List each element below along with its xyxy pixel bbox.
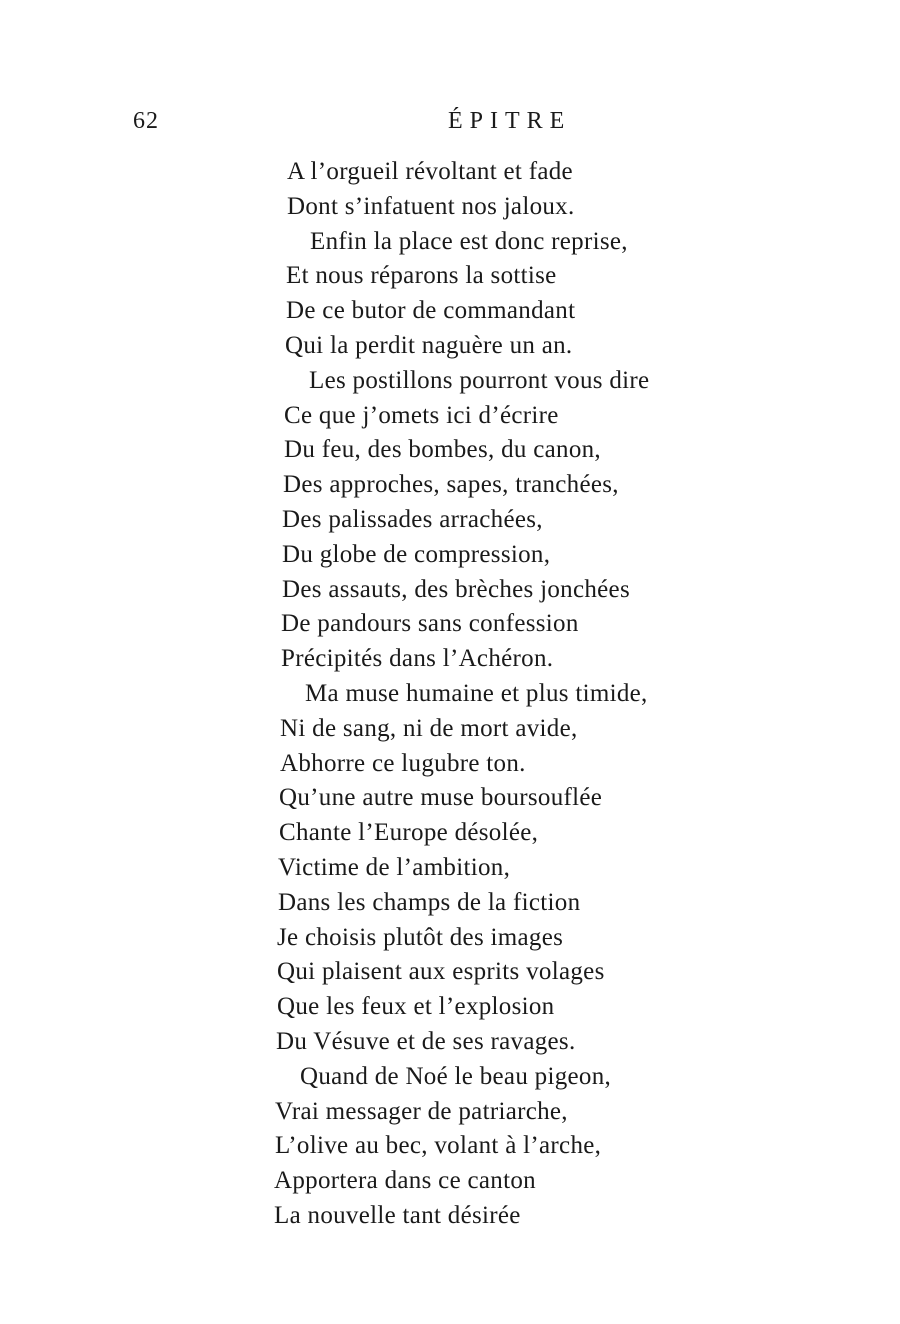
verse-line: Que les feux et l’explosion	[277, 993, 555, 1021]
page-number: 62	[133, 108, 159, 134]
verse-line: Du feu, des bombes, du canon,	[284, 436, 601, 464]
verse-line: Du Vésuve et de ses ravages.	[276, 1027, 576, 1055]
verse-line: Abhorre ce lugubre ton.	[280, 749, 526, 777]
poem-body	[0, 155, 900, 1234]
verse-line: A l’orgueil révoltant et fade	[287, 158, 573, 185]
verse-line: Victime de l’ambition,	[278, 853, 511, 881]
verse-line: Des palissades arrachées,	[282, 505, 543, 533]
verse-line: Du globe de compression,	[282, 540, 551, 568]
verse-line: De pandours sans confession	[281, 610, 579, 638]
verse-line: Qui la perdit naguère un an.	[285, 331, 573, 359]
verse-line: Précipités dans l’Achéron.	[281, 645, 554, 673]
running-head: ÉPITRE	[448, 108, 572, 134]
verse-line: Dans les champs de la fiction	[278, 888, 581, 916]
verse-line: Dont s’infatuent nos jaloux.	[287, 192, 575, 220]
verse-line: Apportera dans ce canton	[274, 1167, 536, 1195]
verse-line: Ni de sang, ni de mort avide,	[280, 714, 578, 742]
verse-line: Je choisis plutôt des images	[277, 923, 564, 951]
verse-line: Les postillons pourront vous dire	[309, 366, 650, 394]
verse-line: Ce que j’omets ici d’écrire	[284, 401, 559, 429]
verse-line: Chante l’Europe désolée,	[279, 819, 539, 847]
verse-line: De ce butor de commandant	[286, 297, 576, 325]
verse-line: Des assauts, des brèches jonchées	[282, 575, 630, 603]
verse-line: Vrai messager de patriarche,	[275, 1097, 568, 1125]
verse-line: La nouvelle tant désirée	[274, 1201, 521, 1229]
verse-line: Enfin la place est donc reprise,	[310, 227, 628, 255]
verse-line: Des approches, sapes, tranchées,	[283, 471, 619, 499]
verse-line: Quand de Noé le beau pigeon,	[300, 1062, 612, 1090]
verse-line: Qui plaisent aux esprits volages	[277, 958, 605, 986]
verse-line: Et nous réparons la sottise	[286, 262, 557, 290]
verse-line: Ma muse humaine et plus timide,	[305, 679, 648, 707]
verse-line: L’olive au bec, volant à l’arche,	[275, 1132, 602, 1160]
verse-line: Qu’une autre muse boursouflée	[279, 784, 603, 812]
